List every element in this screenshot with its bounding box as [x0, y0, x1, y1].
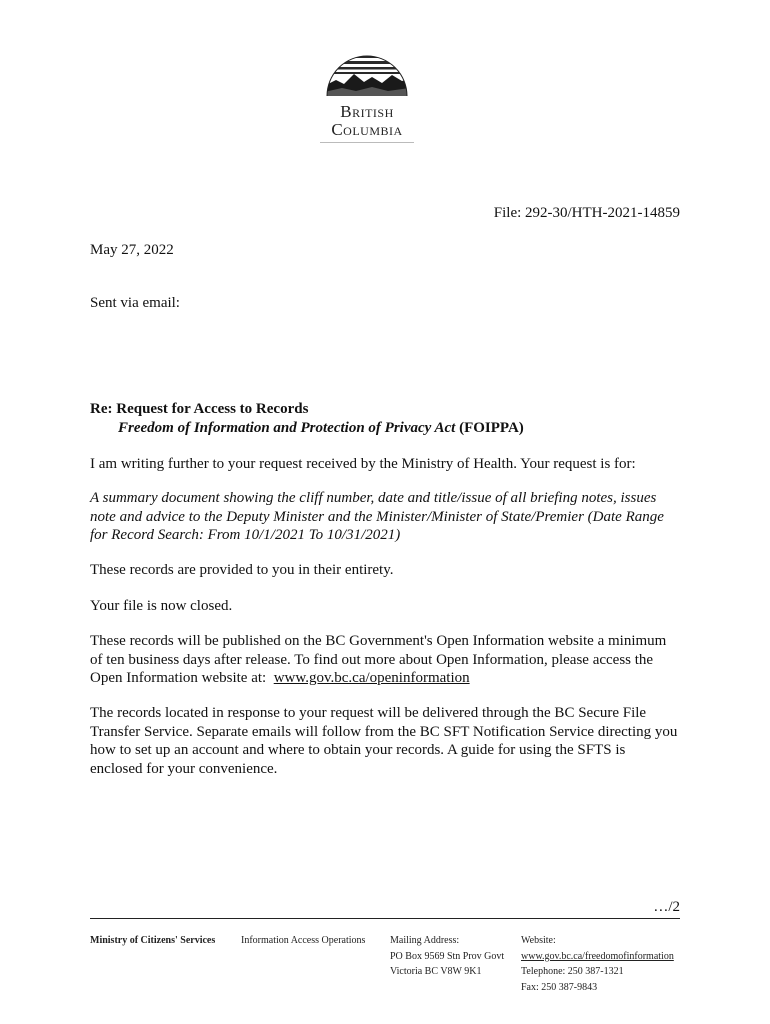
open-info-text: These records will be published on the BC Government's Open Information website a minimum of ten business days after release. To find out more about Open Information, please access the Open Information website at:: [90, 633, 667, 686]
footer-branch: Information Access Operations: [241, 935, 366, 946]
subject-line: Re: Request for Access to Records: [90, 401, 309, 417]
footer-ministry: Ministry of Citizens' Services: [90, 935, 216, 946]
footer-divider: [90, 918, 680, 919]
bc-sun-mountain-emblem: [324, 44, 410, 100]
mailing-label: Mailing Address:: [390, 935, 460, 946]
logo-underline: [320, 142, 414, 143]
footer-mailing-address: [390, 933, 504, 980]
website-label: Website:: [521, 935, 556, 946]
website-link[interactable]: www.gov.bc.ca/freedomofinformation: [521, 950, 674, 962]
telephone: Telephone: 250 387-1321: [521, 966, 624, 977]
paragraph-open-information: [90, 632, 680, 688]
mailing-line1: PO Box 9569 Stn Prov Govt: [390, 950, 505, 962]
footer-contact: [521, 933, 674, 995]
file-reference: File: 292-30/HTH-2021-14859: [493, 205, 680, 221]
bc-government-logo: [312, 44, 422, 144]
letter-date: May 27, 2022: [90, 242, 174, 258]
paragraph-closed: Your file is now closed.: [90, 598, 233, 614]
open-information-link[interactable]: www.gov.bc.ca/openinformation: [273, 670, 470, 686]
paragraph-intro: I am writing further to your request received by the Ministry of Health. Your request is for:: [90, 456, 636, 472]
paragraph-provided: These records are provided to you in their entirety.: [90, 562, 394, 578]
continued-page-marker: …/2: [653, 899, 680, 915]
fax: Fax: 250 387-9843: [521, 981, 598, 993]
mailing-line2: Victoria BC V8W 9K1: [390, 966, 482, 977]
subject-act: [118, 419, 524, 437]
sent-via: Sent via email:: [90, 295, 180, 311]
act-name: Freedom of Information and Protection of Privacy Act: [118, 420, 456, 436]
logo-text-line2: Columbia: [331, 120, 403, 139]
act-abbreviation: (FOIPPA): [459, 420, 524, 436]
logo-text-line1: British: [340, 102, 394, 121]
paragraph-sfts: The records located in response to your request will be delivered through the BC Secure File Transfer Service. Separate emails will follow from the BC SFT Notification Service directing you how to set up an account and where to obtain your records. A guide for using the SFTS is enclosed for your convenience.: [90, 705, 678, 777]
paragraph-request-text: A summary document showing the cliff number, date and title/issue of all briefing notes, issues note and advice to the Deputy Minister and the Minister/Minister of State/Premier (Date Range for Record Search: From 10/1/2021 To 10/31/2021): [90, 490, 664, 543]
